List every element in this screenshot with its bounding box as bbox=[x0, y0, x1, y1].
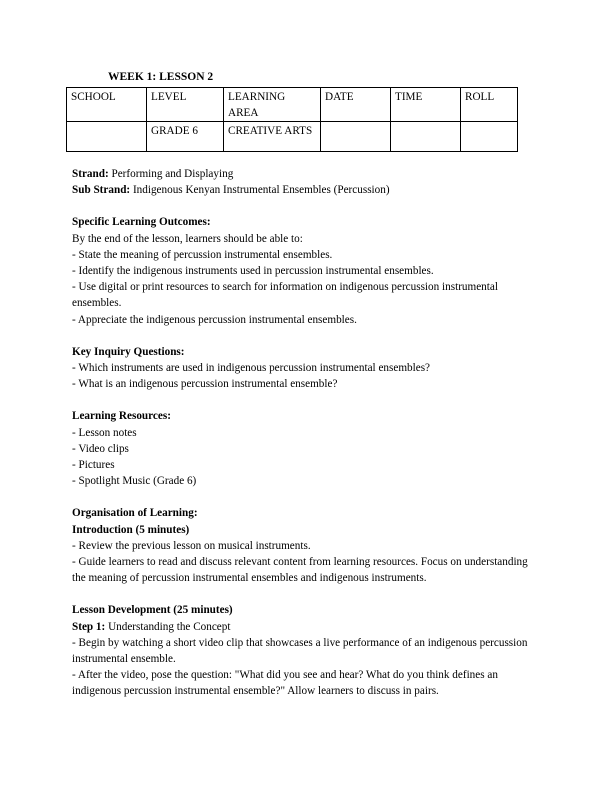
cell-date bbox=[321, 122, 391, 152]
development-heading-text: Lesson Development (25 minutes) bbox=[72, 604, 233, 617]
header-learning-area: LEARNING AREA bbox=[224, 88, 321, 122]
introduction-heading bbox=[72, 522, 542, 538]
lesson-info-table bbox=[66, 87, 518, 152]
strand-value: Performing and Displaying bbox=[111, 168, 234, 180]
list-item: - Pictures bbox=[72, 459, 115, 472]
table-header-row bbox=[67, 88, 518, 122]
cell-learning-area: CREATIVE ARTS bbox=[224, 122, 321, 152]
cell-time bbox=[391, 122, 461, 152]
list-item: - Appreciate the indigenous percussion instrumental ensembles. bbox=[72, 313, 357, 326]
list-item: - Video clips bbox=[72, 442, 129, 455]
lesson-content bbox=[72, 166, 542, 700]
step1-value: Understanding the Concept bbox=[108, 620, 231, 633]
list-item: - Which instruments are used in indigenous percussion instrumental ensembles? bbox=[72, 362, 431, 375]
list-item: - Spotlight Music (Grade 6) bbox=[72, 475, 197, 488]
development-heading bbox=[72, 602, 542, 618]
strand-label: Strand: bbox=[72, 168, 109, 180]
strand-line bbox=[72, 166, 542, 182]
list-item: - What is an indigenous percussion instrumental ensemble? bbox=[72, 378, 338, 391]
introduction-heading-text: Introduction (5 minutes) bbox=[72, 523, 190, 536]
sub-strand-label: Sub Strand: bbox=[72, 184, 131, 197]
lesson-title: WEEK 1: LESSON 2 bbox=[108, 71, 214, 83]
outcomes-heading-text: Specific Learning Outcomes: bbox=[72, 216, 211, 229]
list-item: - Review the previous lesson on musical instruments. bbox=[72, 539, 311, 552]
header-roll: ROLL bbox=[461, 88, 518, 122]
inquiry-heading bbox=[72, 344, 542, 360]
inquiry-heading-text: Key Inquiry Questions: bbox=[72, 345, 185, 358]
list-item: - After the video, pose the question: "What did you see and hear? What do you think defines an indigenous percussion instrumental ensemble?" Allow learners to discuss in pairs. bbox=[72, 669, 498, 698]
header-level: LEVEL bbox=[147, 88, 224, 122]
list-item: - State the meaning of percussion instrumental ensembles. bbox=[72, 248, 333, 261]
resources-heading bbox=[72, 408, 542, 424]
organisation-heading bbox=[72, 505, 542, 521]
list-item: - Begin by watching a short video clip that showcases a live performance of an indigenous percussion instrumental ensemble. bbox=[72, 636, 528, 666]
table-row bbox=[67, 122, 518, 152]
list-item: - Lesson notes bbox=[72, 426, 137, 439]
step1-label: Step 1: bbox=[72, 620, 106, 633]
resources-heading-text: Learning Resources: bbox=[72, 410, 171, 423]
cell-school bbox=[67, 122, 147, 152]
sub-strand-line bbox=[72, 182, 542, 198]
organisation-heading-text: Organisation of Learning: bbox=[72, 507, 198, 520]
outcomes-heading bbox=[72, 214, 542, 230]
list-item: - Identify the indigenous instruments used in percussion instrumental ensembles. bbox=[72, 265, 434, 278]
outcomes-intro: By the end of the lesson, learners should be able to: bbox=[72, 232, 303, 245]
header-school: SCHOOL bbox=[67, 88, 147, 122]
header-date: DATE bbox=[321, 88, 391, 122]
list-item: - Guide learners to read and discuss relevant content from learning resources. Focus on understanding the meaning of percussion instrumental ensembles and indigenous instruments. bbox=[72, 556, 528, 585]
cell-level: GRADE 6 bbox=[147, 122, 224, 152]
sub-strand-value: Indigenous Kenyan Instrumental Ensembles (Percussion) bbox=[132, 184, 390, 197]
step1-line bbox=[72, 619, 542, 635]
header-time: TIME bbox=[391, 88, 461, 122]
cell-roll bbox=[461, 122, 518, 152]
list-item: - Use digital or print resources to search for information on indigenous percussion instrumental ensembles. bbox=[72, 281, 498, 310]
